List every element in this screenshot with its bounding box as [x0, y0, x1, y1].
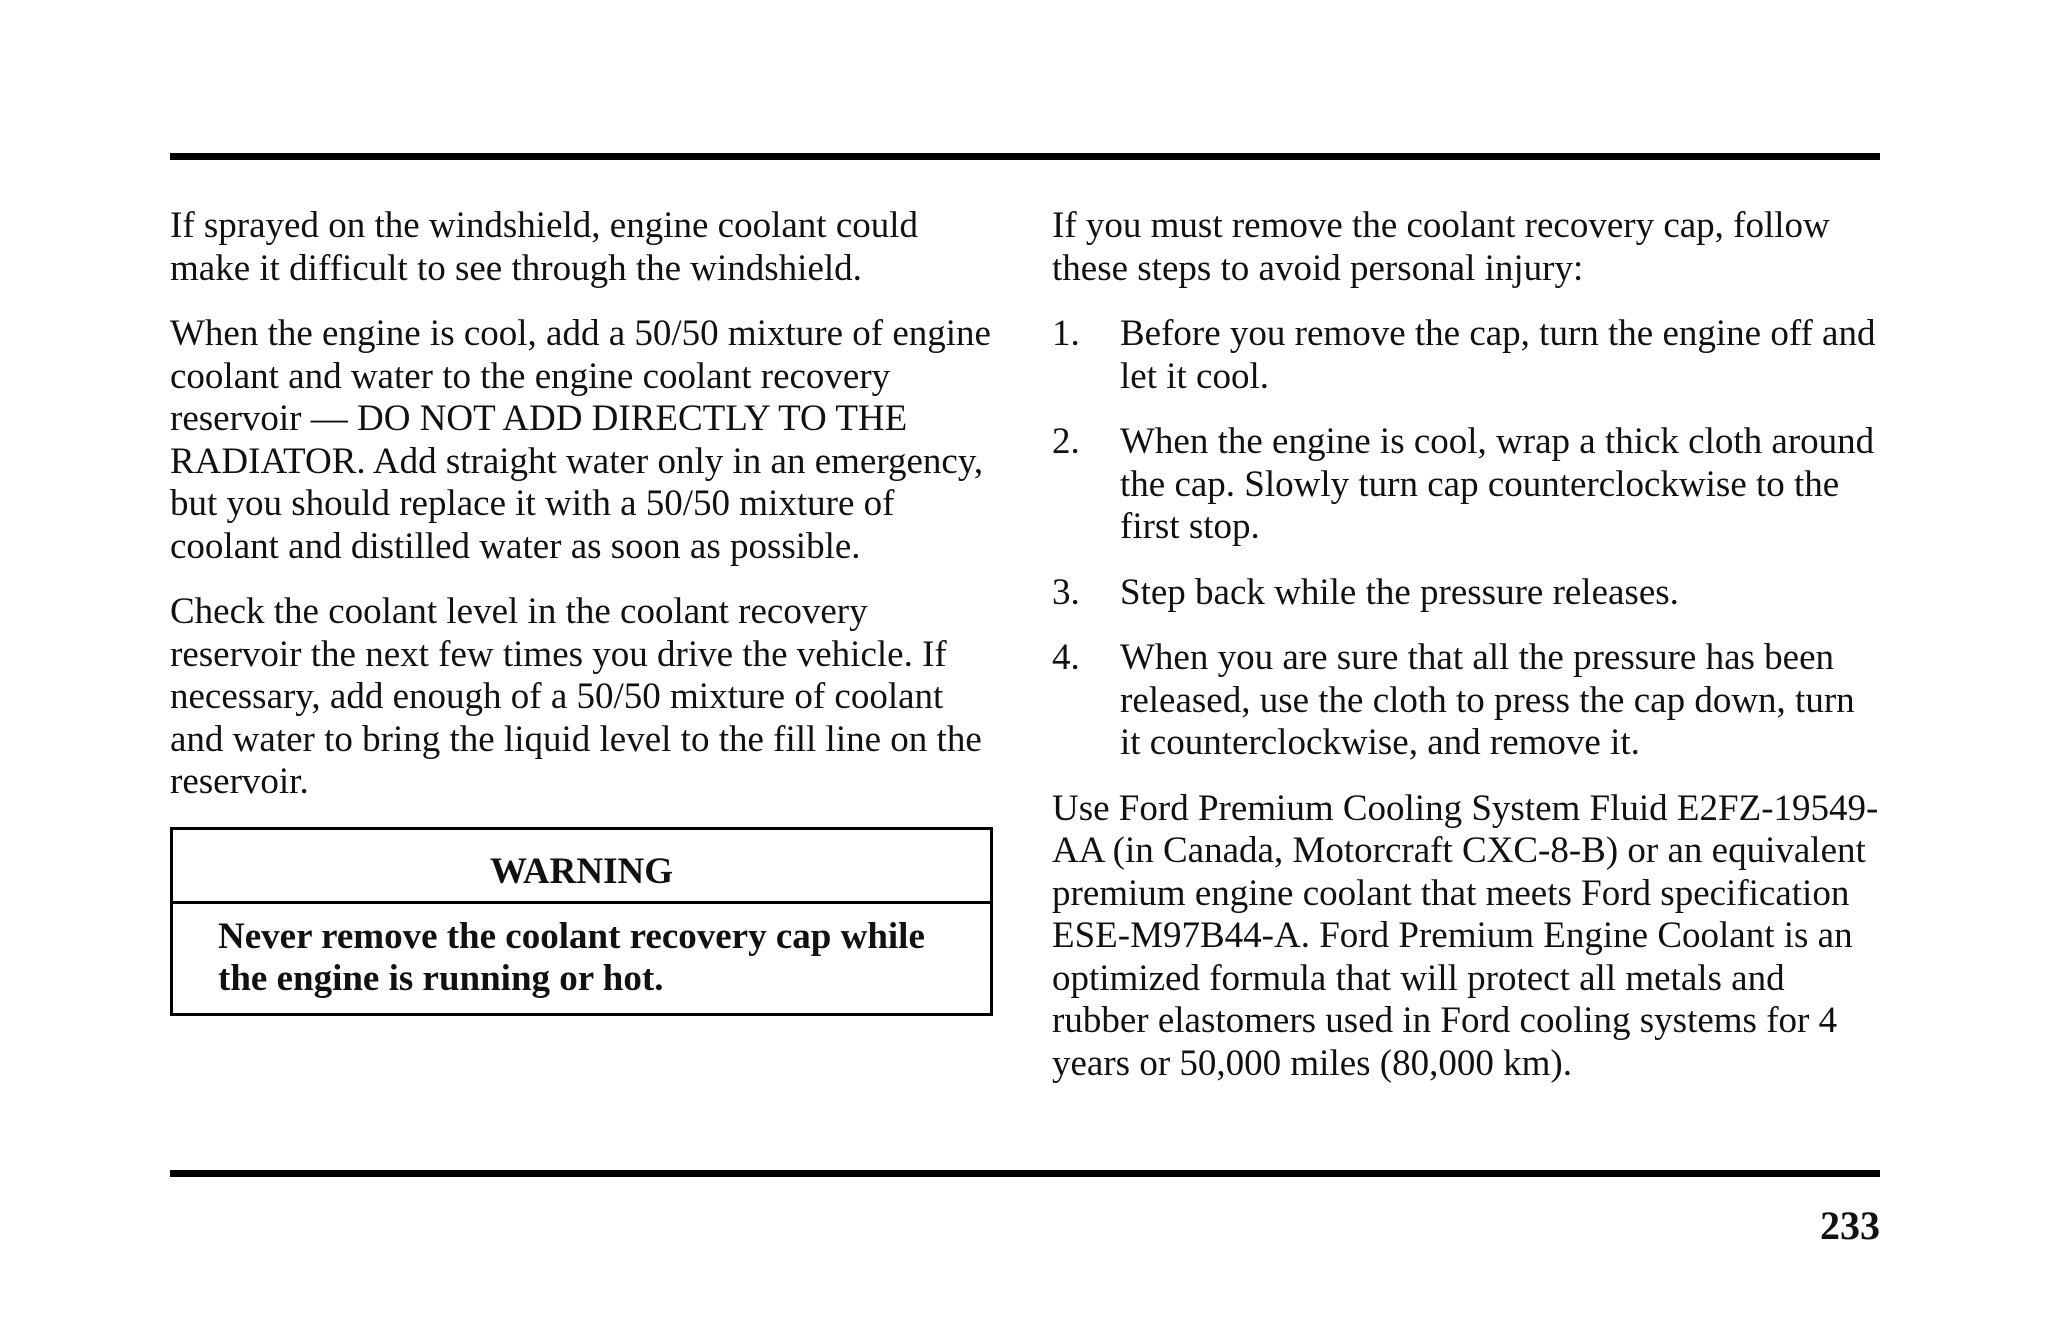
- warning-title: WARNING: [173, 830, 990, 904]
- right-column: [1052, 205, 1882, 1108]
- paragraph-intro: If you must remove the coolant recovery cap, follow these steps to avoid personal injury:: [1052, 205, 1830, 289]
- step-text: Before you remove the cap, turn the engine off and let it cool.: [1120, 313, 1876, 397]
- step-text: Step back while the pressure releases.: [1120, 571, 1679, 613]
- steps-list: [1052, 313, 1882, 765]
- paragraph-windshield: If sprayed on the windshield, engine coolant could make it difficult to see through the windshield.: [170, 205, 919, 289]
- paragraph-add-coolant: When the engine is cool, add a 50/50 mixture of engine coolant and water to the engine coolant recovery reservoir — DO NOT ADD DIRECTLY TO THE RADIATOR. Add straight water only in an emergency, but you should replace it with a 50/50 mixture of coolant and distilled water as soon as possible.: [170, 313, 991, 567]
- warning-box: [170, 827, 993, 1016]
- bottom-rule: [170, 1170, 1880, 1177]
- paragraph-coolant-spec: Use Ford Premium Cooling System Fluid E2FZ-19549-AA (in Canada, Motorcraft CXC-8-B) or an equivalent premium engine coolant that meets Ford specification ESE-M97B44-A. Ford Premium Engine Coolant is an optimized formula that will protect all metals and rubber elastomers used in Ford cooling systems for 4 years or 50,000 miles (80,000 km).: [1052, 787, 1879, 1084]
- list-item: [1052, 421, 1882, 549]
- list-item: [1052, 637, 1882, 765]
- top-rule: [170, 153, 1880, 160]
- page-number: 233: [1820, 1203, 1880, 1248]
- warning-text: Never remove the coolant recovery cap while the engine is running or hot.: [218, 915, 925, 999]
- step-number: 1.: [1052, 313, 1080, 354]
- left-column: [170, 205, 1000, 1016]
- step-text: When you are sure that all the pressure has been released, use the cloth to press the cap down, turn it counterclockwise, and remove it.: [1120, 637, 1855, 763]
- list-item: [1052, 313, 1882, 398]
- step-number: 4.: [1052, 637, 1080, 678]
- paragraph-check-level: Check the coolant level in the coolant recovery reservoir the next few times you drive the vehicle. If necessary, add enough of a 50/50 mixture of coolant and water to bring the liquid level to the fill line on the reservoir.: [170, 591, 982, 802]
- step-text: When the engine is cool, wrap a thick cloth around the cap. Slowly turn cap counterclockwise to the first stop.: [1120, 421, 1875, 547]
- list-item: [1052, 572, 1882, 615]
- step-number: 3.: [1052, 571, 1080, 613]
- step-number: 2.: [1052, 421, 1080, 462]
